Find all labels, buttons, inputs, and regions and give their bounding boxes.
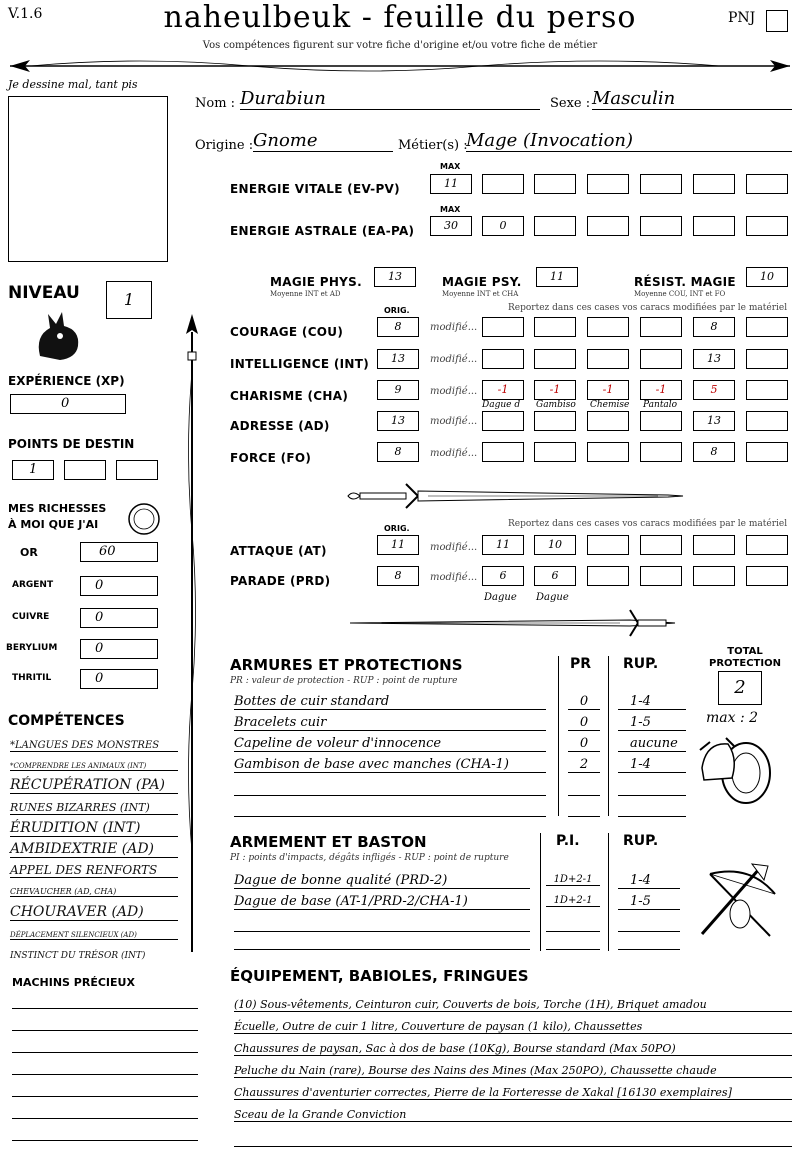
courage-orig[interactable]: 8 [377, 317, 419, 337]
armure-blank-line[interactable] [618, 816, 686, 817]
charisme-source-1: Dague d [482, 400, 521, 410]
resist-magie-value[interactable]: 10 [746, 267, 788, 287]
armure-pr[interactable]: 0 [568, 694, 600, 710]
arme-pi[interactable] [546, 932, 600, 950]
origine-label: Origine : [195, 138, 254, 153]
nom-label: Nom : [195, 96, 236, 111]
attaque-orig[interactable]: 11 [377, 535, 419, 555]
ev-cell-5[interactable] [640, 174, 682, 194]
force-mod-4[interactable] [640, 442, 682, 462]
sword-icon [338, 478, 688, 514]
armement-title: ARMEMENT ET BASTON [230, 833, 427, 851]
richesses-label-2: À MOI QUE J'AI [8, 518, 99, 531]
force-mod-2[interactable] [534, 442, 576, 462]
parade-mod-6[interactable] [746, 566, 788, 586]
attaque-mod-4[interactable] [640, 535, 682, 555]
combat-note: Reportez dans ces cases vos caracs modifiées par le matériel [508, 519, 788, 529]
intelligence-label: INTELLIGENCE (INT) [230, 357, 369, 371]
pnj-checkbox[interactable] [766, 10, 788, 32]
or-label: OR [20, 546, 38, 559]
magie-phys-label: MAGIE PHYS. [270, 275, 362, 289]
cuivre-value[interactable]: 0 [80, 608, 158, 628]
attaque-mod-6[interactable] [746, 535, 788, 555]
charisme-source-3: Chemise [590, 400, 630, 410]
equipement-line[interactable]: Peluche du Nain (rare), Bourse des Nains des Mines (Max 250PO), Chaussette chaude [234, 1064, 792, 1078]
armures-divider [608, 656, 609, 816]
charisme-modifie: modifié... [430, 386, 478, 397]
stats-orig-label: ORIG. [384, 306, 410, 315]
magie-psy-value[interactable]: 11 [536, 267, 578, 287]
armure-blank-line[interactable] [234, 816, 546, 817]
armures-title: ARMURES ET PROTECTIONS [230, 656, 463, 674]
parade-mod-1[interactable]: 6 [482, 566, 524, 586]
force-mod-3[interactable] [587, 442, 629, 462]
charisme-mod-5[interactable]: 5 [693, 380, 735, 400]
parade-mod-4[interactable] [640, 566, 682, 586]
intelligence-mod-1[interactable] [482, 349, 524, 369]
ea-label: ENERGIE ASTRALE (EA-PA) [230, 224, 415, 238]
ea-cell-4[interactable] [587, 216, 629, 236]
arme-name[interactable] [234, 914, 530, 932]
dragon-icon [30, 306, 90, 364]
parade-mod-2[interactable]: 6 [534, 566, 576, 586]
courage-mod-5[interactable]: 8 [693, 317, 735, 337]
resist-magie-label: RÉSIST. MAGIE [634, 275, 736, 289]
berylium-label: BERYLIUM [6, 643, 58, 653]
richesses-label-1: MES RICHESSES [8, 502, 107, 515]
force-mod-6[interactable] [746, 442, 788, 462]
adresse-mod-3[interactable] [587, 411, 629, 431]
parade-source-1: Dague [484, 592, 517, 603]
competence-item[interactable]: CHEVAUCHER (AD, CHA) [10, 887, 178, 897]
charisme-mod-1[interactable]: -1 [482, 380, 524, 400]
machins-line[interactable] [12, 1096, 198, 1097]
metier-label: Métier(s) : [398, 138, 468, 153]
thritil-label: THRITIL [12, 673, 52, 683]
armement-col-rup: RUP. [623, 833, 659, 849]
origine-field[interactable]: Gnome [253, 130, 393, 152]
courage-label: COURAGE (COU) [230, 325, 344, 339]
courage-mod-6[interactable] [746, 317, 788, 337]
equipement-line[interactable]: Chaussures d'aventurier correctes, Pierre de la Forteresse de Xakal [16130 exemplaires] [234, 1086, 792, 1100]
adresse-mod-6[interactable] [746, 411, 788, 431]
competence-item[interactable]: RUNES BIZARRES (INT) [10, 801, 178, 815]
parade-mod-3[interactable] [587, 566, 629, 586]
armure-pr[interactable]: 0 [568, 715, 600, 731]
version-label: V.1.6 [8, 6, 43, 22]
machins-line[interactable] [12, 1008, 198, 1009]
helmet-shield-icon [696, 728, 776, 812]
metier-field[interactable]: Mage (Invocation) [466, 130, 792, 152]
argent-value[interactable]: 0 [80, 576, 158, 596]
magie-psy-label: MAGIE PSY. [442, 275, 522, 289]
force-mod-5[interactable]: 8 [693, 442, 735, 462]
armure-rup[interactable] [618, 778, 686, 796]
ev-cell-3[interactable] [534, 174, 576, 194]
adresse-mod-4[interactable] [640, 411, 682, 431]
adresse-mod-2[interactable] [534, 411, 576, 431]
niveau-value[interactable]: 1 [106, 281, 152, 319]
arme-pi[interactable]: 1D+2-1 [546, 874, 600, 886]
armement-col-pi: P.I. [556, 833, 580, 849]
adresse-mod-1[interactable] [482, 411, 524, 431]
courage-modifie: modifié... [430, 322, 478, 333]
arme-rup[interactable]: 1-4 [618, 873, 680, 889]
sexe-label: Sexe : [550, 96, 591, 111]
parade-mod-5[interactable] [693, 566, 735, 586]
arme-name[interactable]: Dague de bonne qualité (PRD-2) [234, 873, 530, 889]
attaque-mod-1[interactable]: 11 [482, 535, 524, 555]
courage-mod-2[interactable] [534, 317, 576, 337]
armure-name[interactable]: Bracelets cuir [234, 715, 546, 731]
intelligence-mod-3[interactable] [587, 349, 629, 369]
charisme-source-4: Pantalo [643, 400, 678, 410]
machins-line[interactable] [12, 1052, 198, 1053]
armure-pr[interactable]: 0 [568, 736, 600, 752]
machins-line[interactable] [12, 1140, 198, 1141]
ev-max-value[interactable]: 11 [430, 174, 472, 194]
parade-label: PARADE (PRD) [230, 574, 331, 588]
adresse-label: ADRESSE (AD) [230, 419, 330, 433]
machins-title: MACHINS PRÉCIEUX [12, 976, 135, 989]
ev-cell-4[interactable] [587, 174, 629, 194]
combat-orig-label: ORIG. [384, 524, 410, 533]
coin-icon [126, 501, 162, 537]
attaque-modifie: modifié... [430, 542, 478, 553]
ea-cell-7[interactable] [746, 216, 788, 236]
machins-line[interactable] [12, 1074, 198, 1075]
destin-cell-2[interactable] [64, 460, 106, 480]
adresse-orig[interactable]: 13 [377, 411, 419, 431]
equipement-line[interactable]: Sceau de la Grande Conviction [234, 1108, 792, 1122]
parade-source-2: Dague [536, 592, 569, 603]
portrait-box[interactable] [8, 96, 168, 262]
adresse-modifie: modifié... [430, 416, 478, 427]
parade-orig[interactable]: 8 [377, 566, 419, 586]
equipement-line[interactable]: Chaussures de paysan, Sac à dos de base (10Kg), Bourse standard (Max 50PO) [234, 1042, 792, 1056]
portrait-caption: Je dessine mal, tant pis [8, 78, 138, 91]
arme-name[interactable]: Dague de base (AT-1/PRD-2/CHA-1) [234, 894, 530, 910]
charisme-source-2: Gambiso [536, 400, 576, 410]
page-title: naheulbeuk - feuille du perso [163, 0, 637, 35]
ea-cell-5[interactable] [640, 216, 682, 236]
equipement-line[interactable]: (10) Sous-vêtements, Ceinturon cuir, Couverts de bois, Torche (1H), Briquet amadou [234, 998, 792, 1012]
charisme-mod-4[interactable]: -1 [640, 380, 682, 400]
competence-item[interactable]: INSTINCT DU TRÉSOR (INT) [10, 951, 146, 961]
weapons-icon [690, 854, 784, 944]
intelligence-modifie: modifié... [430, 354, 478, 365]
ea-max-value[interactable]: 30 [430, 216, 472, 236]
competence-item[interactable]: ÉRUDITION (INT) [10, 820, 178, 837]
spear-icon [182, 312, 202, 962]
attaque-mod-2[interactable]: 10 [534, 535, 576, 555]
spear-divider [0, 54, 800, 76]
machins-line[interactable] [12, 1030, 198, 1031]
armures-col-rup: RUP. [623, 656, 659, 672]
nom-field[interactable]: Durabiun [240, 88, 540, 110]
intelligence-mod-6[interactable] [746, 349, 788, 369]
max-protection-label: max : 2 [706, 710, 759, 726]
charisme-label: CHARISME (CHA) [230, 389, 349, 403]
competence-item[interactable]: AMBIDEXTRIE (AD) [10, 841, 178, 858]
armement-divider [608, 833, 609, 951]
argent-label: ARGENT [12, 580, 54, 590]
arme-rup[interactable] [618, 932, 680, 950]
armure-name[interactable]: Bottes de cuir standard [234, 694, 546, 710]
armure-rup[interactable]: 1-5 [618, 715, 686, 731]
ea-max-label: MAX [440, 205, 461, 214]
ev-cell-7[interactable] [746, 174, 788, 194]
magie-phys-value[interactable]: 13 [374, 267, 416, 287]
adresse-mod-5[interactable]: 13 [693, 411, 735, 431]
armement-divider [540, 833, 541, 951]
parade-modifie: modifié... [430, 572, 478, 583]
armement-legend: PI : points d'impacts, dégâts infligés - RUP : point de rupture [230, 853, 509, 863]
ea-cell-3[interactable] [534, 216, 576, 236]
armures-col-pr: PR [570, 656, 592, 672]
armure-pr[interactable] [568, 778, 600, 796]
resist-magie-note: Moyenne COU, INT et FO [634, 290, 726, 298]
ev-cell-6[interactable] [693, 174, 735, 194]
courage-mod-3[interactable] [587, 317, 629, 337]
thritil-value[interactable]: 0 [80, 669, 158, 689]
intelligence-mod-5[interactable]: 13 [693, 349, 735, 369]
ea-current-value[interactable]: 0 [482, 216, 524, 236]
competences-title: COMPÉTENCES [8, 713, 125, 729]
intelligence-mod-2[interactable] [534, 349, 576, 369]
arme-pi[interactable]: 1D+2-1 [546, 895, 600, 907]
page-subtitle: Vos compétences figurent sur votre fiche d'origine et/ou votre fiche de métier [202, 40, 598, 51]
experience-value[interactable]: 0 [10, 394, 126, 414]
competence-item[interactable]: CHOURAVER (AD) [10, 904, 178, 921]
armure-pr[interactable]: 2 [568, 757, 600, 773]
force-label: FORCE (FO) [230, 451, 312, 465]
total-protection-label: TOTAL PROTECTION [709, 646, 781, 669]
force-modifie: modifié... [430, 448, 478, 459]
armure-name[interactable]: Gambison de base avec manches (CHA-1) [234, 757, 546, 773]
armure-blank-line[interactable] [568, 816, 600, 817]
charisme-orig[interactable]: 9 [377, 380, 419, 400]
equipement-title: ÉQUIPEMENT, BABIOLES, FRINGUES [230, 967, 529, 985]
arme-pi[interactable] [546, 914, 600, 932]
competence-item[interactable]: DÉPLACEMENT SILENCIEUX (AD) [10, 931, 178, 940]
armures-legend: PR : valeur de protection - RUP : point de rupture [230, 676, 458, 686]
destin-label: POINTS DE DESTIN [8, 437, 135, 451]
armure-name[interactable] [234, 778, 546, 796]
sword-icon [340, 606, 690, 640]
intelligence-orig[interactable]: 13 [377, 349, 419, 369]
attaque-mod-5[interactable] [693, 535, 735, 555]
stats-note: Reportez dans ces cases vos caracs modifiées par le matériel [508, 303, 788, 313]
armures-divider [558, 656, 559, 816]
or-value[interactable]: 60 [80, 542, 158, 562]
competence-item[interactable]: RÉCUPÉRATION (PA) [10, 777, 178, 794]
equipement-blank-line[interactable] [234, 1146, 792, 1147]
arme-name[interactable] [234, 932, 530, 950]
armure-rup[interactable]: 1-4 [618, 694, 686, 710]
berylium-value[interactable]: 0 [80, 639, 158, 659]
magie-phys-note: Moyenne INT et AD [270, 290, 341, 298]
armure-rup[interactable]: aucune [618, 736, 686, 752]
experience-label: EXPÉRIENCE (XP) [8, 374, 125, 388]
armure-name[interactable]: Capeline de voleur d'innocence [234, 736, 546, 752]
equipement-line[interactable]: Écuelle, Outre de cuir 1 litre, Couverture de paysan (1 kilo), Chaussettes [234, 1020, 792, 1034]
ev-label: ENERGIE VITALE (EV-PV) [230, 182, 400, 196]
force-orig[interactable]: 8 [377, 442, 419, 462]
charisme-mod-3[interactable]: -1 [587, 380, 629, 400]
charisme-mod-6[interactable] [746, 380, 788, 400]
arme-rup[interactable]: 1-5 [618, 894, 680, 910]
arme-rup[interactable] [618, 914, 680, 932]
ev-max-label: MAX [440, 162, 461, 171]
magie-psy-note: Moyenne INT et CHA [442, 290, 519, 298]
courage-mod-1[interactable] [482, 317, 524, 337]
force-mod-1[interactable] [482, 442, 524, 462]
cuivre-label: CUIVRE [12, 612, 50, 622]
sexe-field[interactable]: Masculin [592, 88, 792, 110]
intelligence-mod-4[interactable] [640, 349, 682, 369]
attaque-label: ATTAQUE (AT) [230, 544, 327, 558]
charisme-mod-2[interactable]: -1 [534, 380, 576, 400]
armure-rup[interactable]: 1-4 [618, 757, 686, 773]
competence-item[interactable]: *COMPRENDRE LES ANIMAUX (INT) [10, 762, 178, 771]
total-protection-value[interactable]: 2 [718, 671, 762, 705]
attaque-mod-3[interactable] [587, 535, 629, 555]
pnj-label: PNJ [728, 10, 756, 26]
competence-item[interactable]: APPEL DES RENFORTS [10, 863, 178, 878]
ev-cell-2[interactable] [482, 174, 524, 194]
courage-mod-4[interactable] [640, 317, 682, 337]
destin-cell-3[interactable] [116, 460, 158, 480]
destin-value[interactable]: 1 [12, 460, 54, 480]
machins-line[interactable] [12, 1118, 198, 1119]
competence-item[interactable]: *LANGUES DES MONSTRES [10, 740, 178, 752]
niveau-label: NIVEAU [8, 283, 80, 303]
ea-cell-6[interactable] [693, 216, 735, 236]
